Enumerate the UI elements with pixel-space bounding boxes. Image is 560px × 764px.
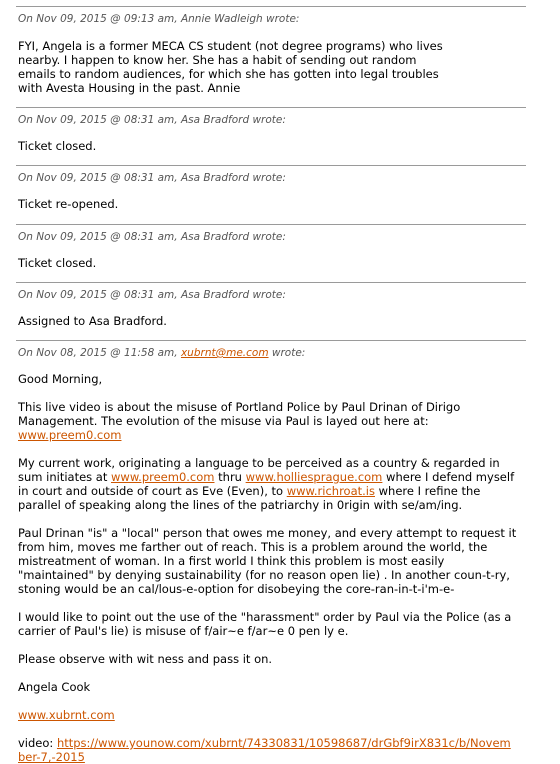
entry-body	[18, 314, 518, 328]
comment-text: FYI, Angela is a former MECA CS student (not degree programs) who lives nearby. I happen to know her. She has a habit of sending out random emails to random audiences, for which she has gotten into legal troubles with Avesta Housing in the past. Annie	[18, 39, 443, 95]
wrote-label: wrote:	[252, 231, 286, 243]
wrote-label: wrote:	[271, 347, 306, 359]
signature-name: Angela Cook	[18, 680, 91, 694]
video-row	[18, 736, 518, 764]
comment-paragraph	[18, 456, 518, 512]
entry-body	[18, 139, 518, 153]
entry-header	[18, 114, 286, 126]
preem0-link[interactable]: www.preem0.com	[18, 428, 122, 442]
wrote-label: wrote:	[266, 13, 300, 25]
comment-text: Ticket closed.	[18, 256, 97, 270]
entry-meta: On Nov 09, 2015 @ 09:13 am, Annie Wadleigh	[18, 13, 263, 25]
richroat-link[interactable]: www.richroat.is	[286, 484, 375, 498]
comment-text: where I refine the parallel of speaking along the lines of the patriarchy in 0rigin with se/am/ing.	[18, 484, 481, 512]
separator	[16, 6, 526, 7]
comment-text: Assigned to Asa Bradford.	[18, 314, 167, 328]
comment-text: This live video is about the misuse of Portland Police by Paul Drinan of Dirigo Management. The evolution of the misuse via Paul is layed out here at:	[18, 400, 461, 428]
comment-text: Please observe with wit ness and pass it on.	[18, 652, 273, 666]
separator	[16, 107, 526, 108]
separator	[16, 224, 526, 225]
entry-meta: On Nov 09, 2015 @ 08:31 am, Asa Bradford	[18, 231, 250, 243]
comment-text: Paul Drinan "is" a "local" person that owes me money, and every attempt to request it from him, moves me farther out of reach. This is a problem around the world, the mistreatment of woman. In a first world I think this problem is most easily "maintained" by denying sustainability (for no reason open lie) . In another coun-t-ry, stoning would be an cal/lous-e-option for disobeying the core-ran-in-t-i'm-e-	[18, 526, 517, 596]
entry-meta: On Nov 09, 2015 @ 08:31 am, Asa Bradford	[18, 172, 250, 184]
entry-meta: On Nov 09, 2015 @ 08:31 am, Asa Bradford	[18, 114, 250, 126]
entry-body	[18, 39, 448, 95]
entry-body	[18, 256, 518, 270]
wrote-label: wrote:	[252, 289, 286, 301]
comment-text: where I defend myself in court and outside of court as Eve (Even), to	[18, 470, 515, 498]
wrote-label: wrote:	[252, 114, 286, 126]
separator	[16, 282, 526, 283]
preem0-link[interactable]: www.preem0.com	[111, 470, 215, 484]
entry-header	[18, 347, 305, 359]
xubrnt-link[interactable]: www.xubrnt.com	[18, 708, 115, 722]
entry-header	[18, 172, 286, 184]
video-label: video:	[18, 736, 57, 750]
entry-header	[18, 13, 299, 25]
comment-text: My current work, originating a language to be perceived as a country & regarded in sum initiates at	[18, 456, 500, 484]
entry-header	[18, 289, 286, 301]
comment-text: Ticket closed.	[18, 139, 97, 153]
author-email-link[interactable]: xubrnt@me.com	[180, 347, 269, 359]
entry-body	[18, 372, 518, 764]
greeting-text: Good Morning,	[18, 372, 103, 386]
entry-meta: On Nov 08, 2015 @ 11:58 am,	[18, 347, 178, 359]
entry-header	[18, 231, 286, 243]
entry-meta: On Nov 09, 2015 @ 08:31 am, Asa Bradford	[18, 289, 250, 301]
holliesprague-link[interactable]: www.holliesprague.com	[245, 470, 383, 484]
comment-text: Ticket re-opened.	[18, 197, 119, 211]
video-link[interactable]: https://www.younow.com/xubrnt/74330831/10598687/drGbf9irX831c/b/November-7,-2015	[18, 736, 511, 764]
comment-paragraph	[18, 400, 518, 442]
signature-link-row	[18, 708, 518, 722]
entry-body	[18, 197, 518, 211]
comment-text: I would like to point out the use of the "harassment" order by Paul via the Police (as a carrier of Paul's lie) is misuse of f/air~e f/ar~e 0 pen ly e.	[18, 610, 512, 638]
separator	[16, 165, 526, 166]
wrote-label: wrote:	[252, 172, 286, 184]
separator	[16, 340, 526, 341]
comment-text: thru	[214, 470, 246, 484]
